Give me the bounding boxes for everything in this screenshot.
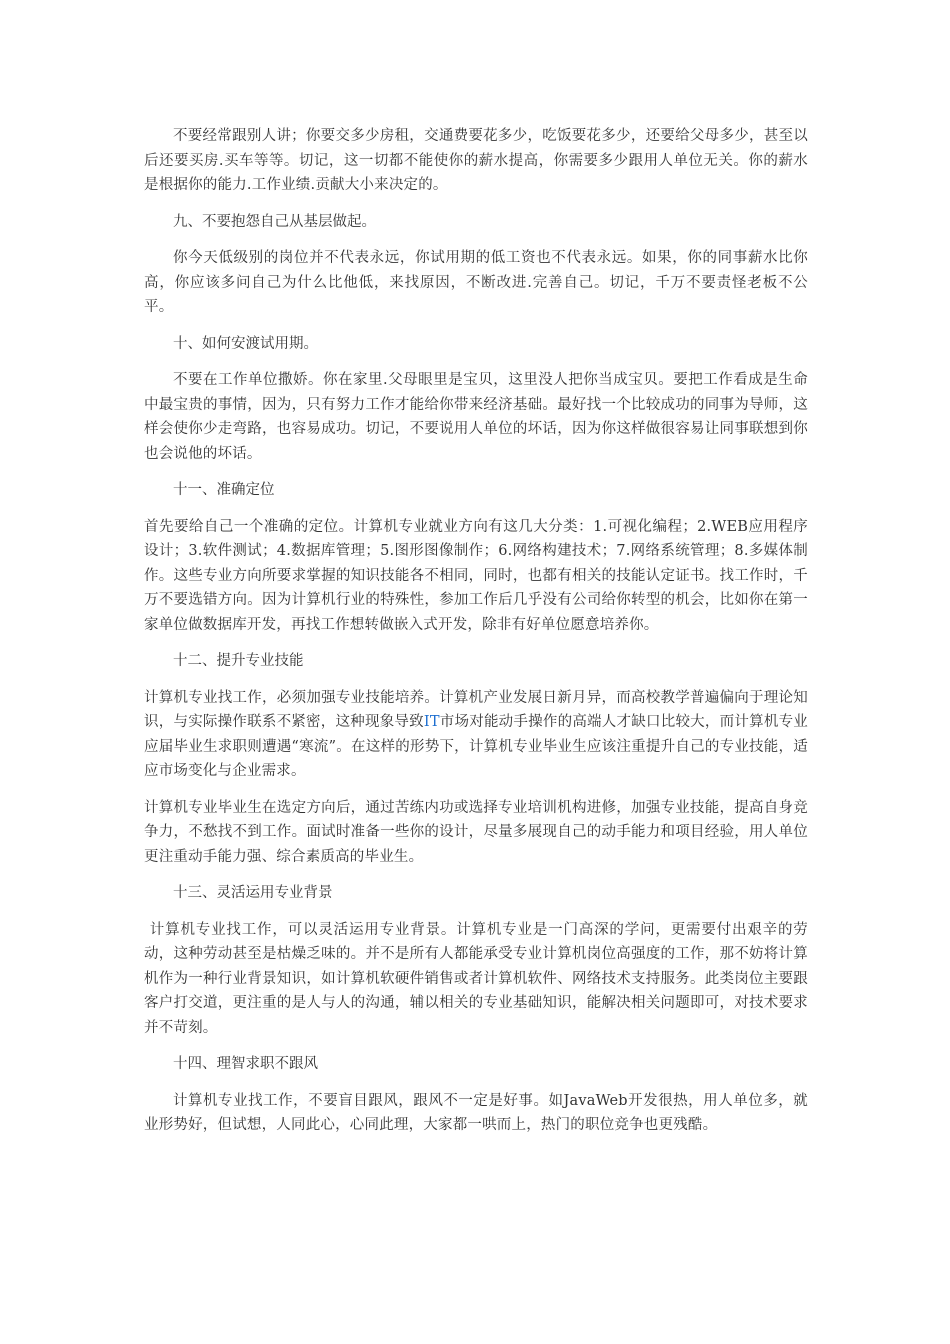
heading-section-14: 十四、理智求职不跟风 [173,1056,318,1072]
paragraph-skills [144,686,808,784]
heading-section-11: 十一、准确定位 [173,482,275,498]
paragraph-background: 计算机专业找工作，可以灵活运用专业背景。计算机专业是一门高深的学问，更需要付出艰辛的劳动，这种劳动甚至是枯燥乏味的。并不是所有人都能承受专业计算机岗位高强度的工作，那不妨将计算机作为一种行业背景知识，如计算机软硬件销售或者计算机软件、网络技术支持服务。此类岗位主要跟客户打交道，更注重的是人与人的沟通，辅以相关的专业基础知识，能解决相关问题即可，对技术要求并不苛刻。 [144,921,808,1036]
it-link[interactable]: IT [423,714,440,730]
heading-section-9: 九、不要抱怨自己从基层做起。 [173,213,376,230]
paragraph-training: 计算机专业毕业生在选定方向后，通过苦练内功或选择专业培训机构进修，加强专业技能，提高自身竞争力，不愁找不到工作。面试时准备一些你的设计，尽量多展现自己的动手能力和项目经验，用人单位更注重动手能力强、综合素质高的毕业生。 [144,799,808,865]
paragraph-skills-part2: 市场对能动手操作的高端人才缺口比较大，而计算机专业应届毕业生求职则遭遇“寒流”。在这样的形势下，计算机专业毕业生应该注重提升自己的专业技能，适应市场变化与企业需求。 [144,714,808,779]
document-page [144,124,808,1150]
paragraph-salary: 不要经常跟别人讲；你要交多少房租，交通费要花多少，吃饭要花多少，还要给父母多少，甚至以后还要买房.买车等等。切记，这一切都不能使你的薪水提高，你需要多少跟用人单位无关。你的薪水是根据你的能力.工作业绩.贡献大小来决定的。 [144,128,808,193]
paragraph-positioning: 首先要给自己一个准确的定位。计算机专业就业方向有这几大分类：1.可视化编程；2.WEB应用程序设计；3.软件测试；4.数据库管理；5.图形图像制作；6.网络构建技术；7.网络系统管理；8.多媒体制作。这些专业方向所要求掌握的知识技能各不相同，同时，也都有相关的技能认定证书。找工作时，千万不要选错方向。因为计算机行业的特殊性，参加工作后几乎没有公司给你转型的机会，比如你在第一家单位做数据库开发，再找工作想转做嵌入式开发，除非有好单位愿意培养你。 [144,518,808,633]
heading-section-10: 十、如何安渡试用期。 [173,335,318,352]
heading-section-13: 十三、灵活运用专业背景 [173,885,333,901]
paragraph-basic-level: 你今天低级别的岗位并不代表永远，你试用期的低工资也不代表永远。如果，你的同事薪水比你高，你应该多问自己为什么比他低，来找原因，不断改进.完善自己。切记，千万不要责怪老板不公平。 [144,250,808,315]
paragraph-probation: 不要在工作单位撒娇。你在家里.父母眼里是宝贝，这里没人把你当成宝贝。要把工作看成是生命中最宝贵的事情，因为，只有努力工作才能给你带来经济基础。最好找一个比较成功的同事为导师，这样会使你少走弯路，也容易成功。切记，不要说用人单位的坏话，因为你这样做很容易让同事联想到你也会说他的坏话。 [144,372,808,462]
paragraph-skills-part1: 计算机专业找工作，必须加强专业技能培养。计算机产业发展日新月异，而高校教学普遍偏向于理论知识，与实际操作联系不紧密，这种现象导致 [144,689,808,730]
paragraph-no-follow: 计算机专业找工作，不要盲目跟风，跟风不一定是好事。如JavaWeb开发很热，用人单位多，就业形势好，但试想，人同此心，心同此理，大家都一哄而上，热门的职位竞争也更残酷。 [144,1092,808,1133]
heading-section-12: 十二、提升专业技能 [173,653,304,669]
